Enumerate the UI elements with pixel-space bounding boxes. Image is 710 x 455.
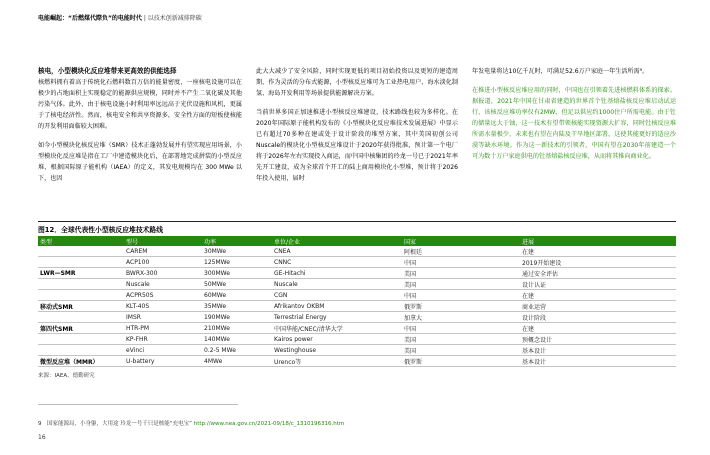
organization-cell: Westinghouse xyxy=(272,345,402,356)
country-cell: 美国 xyxy=(402,345,520,356)
paragraph: 此大大减少了安全风险，同时实现更低的项目初始投资以及更短的建造周期，作为灵活的分布式能源，小型核反应堆可为工业热电用户、海水淡化制氢、海岛开发利用等场景提供能源解决方案。 xyxy=(256,68,458,97)
power-cell: 140MWe xyxy=(202,334,272,345)
text-column-3 xyxy=(472,66,676,170)
country-cell: 美国 xyxy=(402,268,520,279)
column-header: 进展 xyxy=(520,236,676,246)
status-cell: 基本设计 xyxy=(520,356,676,367)
table-row xyxy=(38,257,676,268)
organization-cell: GE-Hitachi xyxy=(272,268,402,279)
power-cell: 60MWe xyxy=(202,290,272,301)
type-cell xyxy=(38,334,124,345)
model-cell: eVinci xyxy=(124,345,202,356)
model-cell: KP-FHR xyxy=(124,334,202,345)
type-cell xyxy=(38,279,124,290)
column-header: 类型 xyxy=(38,236,124,246)
organization-cell: 中国华能/CNEC/清华大学 xyxy=(272,323,402,334)
table-row xyxy=(38,323,676,334)
model-cell: HTR-PM xyxy=(124,323,202,334)
country-cell: 中国 xyxy=(402,257,520,268)
table-row xyxy=(38,246,676,257)
status-cell: 商业运营 xyxy=(520,301,676,312)
power-cell: 125MWe xyxy=(202,257,272,268)
footnote-divider xyxy=(38,404,238,405)
country-cell: 俄罗斯 xyxy=(402,356,520,367)
type-cell: 移动式SMR xyxy=(38,301,124,312)
model-cell: BWRX-300 xyxy=(124,268,202,279)
column-header: 单位/企业 xyxy=(272,236,402,246)
paragraph: 如今小型模块化核反应堆（SMR）技术正蓬勃发展并有望实现应用场景，小型模块化反应堆是指在工厂中建造模块化后，在部署地完成拼装的小型反应堆，根据国际原子能机构（IAEA）的定义，其发电规模均在 300 MWe 以下，也因 xyxy=(38,142,242,182)
status-cell: 2019开始建设 xyxy=(520,257,676,268)
type-cell: 第四代SMR xyxy=(38,323,124,334)
table-row xyxy=(38,279,676,290)
status-cell: 在建 xyxy=(520,323,676,334)
type-cell xyxy=(38,290,124,301)
model-cell: IMSR xyxy=(124,312,202,323)
section-heading: 核电，小型模块化反应堆带来更高效的供能选择 xyxy=(38,67,177,75)
country-cell: 美国 xyxy=(402,334,520,345)
table-header-row xyxy=(38,236,676,246)
power-cell: 190MWe xyxy=(202,312,272,323)
model-cell: ACP100 xyxy=(124,257,202,268)
type-cell xyxy=(38,246,124,257)
type-cell: LWR—SMR xyxy=(38,268,124,279)
power-cell: 0.2-5 MWe xyxy=(202,345,272,356)
footnote xyxy=(38,419,344,427)
status-cell: 设计阶段 xyxy=(520,312,676,323)
status-cell: 通过安全评估 xyxy=(520,268,676,279)
footnote-text: 9 国家能源局，小身躯，大用途 玲龙一号千只是核能“充电宝” xyxy=(38,421,192,427)
model-cell: CAREM xyxy=(124,246,202,257)
power-cell: 30MWe xyxy=(202,246,272,257)
paragraph: 当前世界多国正加速推进小型核反应堆建设，技术路线也较为多样化。在2020年国际原子能机构发布的《小型模块化反应堆技术发展进展》中显示已有超过70多种在建或处于设计阶段的堆型方案，其中美国初创公司Nuscale的模块化小型核反应堆设计于2020年获得批准，预计第一个电厂将于2026年左右实现投入商运，而中国中核集团的玲龙一号已于2021年率先开工建设，成为全球首个开工的陆上商用模块化小型堆，预计将于2026年投入使用，届时 xyxy=(256,109,458,182)
model-cell: KLT-40S xyxy=(124,301,202,312)
column-header: 国家 xyxy=(402,236,520,246)
table-row xyxy=(38,268,676,279)
country-cell: 加拿大 xyxy=(402,312,520,323)
text-column-2 xyxy=(256,66,458,192)
power-cell: 35MWe xyxy=(202,301,272,312)
country-cell: 美国 xyxy=(402,279,520,290)
table-row xyxy=(38,290,676,301)
footnote-url[interactable]: http://www.nea.gov.cn/2021-09/18/c_1310196316.htm xyxy=(193,421,345,427)
column-header: 型号 xyxy=(124,236,202,246)
header-section: | 以技术创新减排降碳 xyxy=(143,15,202,22)
table-row xyxy=(38,345,676,356)
organization-cell: Afrikantov OKBM xyxy=(272,301,402,312)
organization-cell: CNEA xyxy=(272,246,402,257)
status-cell: 预概念设计 xyxy=(520,334,676,345)
organization-cell: Terrestrial Energy xyxy=(272,312,402,323)
country-cell: 阿根廷 xyxy=(402,246,520,257)
power-cell: 4MWe xyxy=(202,356,272,367)
table-row xyxy=(38,356,676,367)
type-cell: 微型反应堆（MMR） xyxy=(38,356,124,367)
figure-title: 图12．全球代表性小型核反应堆技术路线 xyxy=(38,226,164,234)
status-cell: 设计认证 xyxy=(520,279,676,290)
column-header: 功率 xyxy=(202,236,272,246)
type-cell xyxy=(38,257,124,268)
organization-cell: Urenco等 xyxy=(272,356,402,367)
country-cell: 中国 xyxy=(402,290,520,301)
power-cell: 300MWe xyxy=(202,268,272,279)
organization-cell: Kairos power xyxy=(272,334,402,345)
text-column-1 xyxy=(38,66,242,192)
figure-source: 来源：IAEA、德勤研究 xyxy=(38,373,95,379)
table-row xyxy=(38,312,676,323)
paragraph: 核燃料拥有着高于传统化石燃料数百万倍的能量密度，一座核电设施可以在极少的占地面积上实现稳定的能源供应规模，同时并不产生二氧化碳及其他污染气体。此外，由于核电设施小时利用率远远高于光伏设施和风机，更属于了核电经济性。然而，核电安全和共享资源多，安全性方面的短板使核能的开发利用面临较大困难。 xyxy=(38,79,242,130)
header-title: 电能崛起：“后燃煤代際负”的电能时代 xyxy=(38,15,142,22)
paragraph-highlight: 在推进小型核反应堆应用的同时，中国也在引领着先进核燃料体系的探索。据报道，2021年中国在甘肃省建造的世界首个钍基熔盐核反应堆启动试运行，该核反应堆功率仅有2MW，但足以供应约1000住户所需电能。由于钍的储量远大于铀，这一技术有望带领核能实现资源大扩容，同时钍核反应堆所需水量极少，未来也有望在内陆及干旱地区部署，这使其能更好的适应沙漠等缺水环境。作为这一新技术的引领者，中国有望在2030年前建造一个可为数十万户家庭供电的钍基熔盐核反应堆，从而将其推向商业化。 xyxy=(472,87,676,160)
page-header xyxy=(38,13,202,22)
power-cell: 210MWe xyxy=(202,323,272,334)
type-cell xyxy=(38,312,124,323)
model-cell: ACPR50S xyxy=(124,290,202,301)
status-cell: 基本设计 xyxy=(520,345,676,356)
page-number: 16 xyxy=(38,434,46,441)
paragraph: 年发电量将达10亿千瓦时，可满足52.6万户家庭一年生活所需⁹。 xyxy=(472,68,649,75)
organization-cell: CGN xyxy=(272,290,402,301)
status-cell: 在建 xyxy=(520,290,676,301)
figure-divider xyxy=(38,221,676,222)
smr-technology-table xyxy=(38,236,676,367)
organization-cell: Nuscale xyxy=(272,279,402,290)
table-row xyxy=(38,334,676,345)
type-cell xyxy=(38,345,124,356)
country-cell: 中国 xyxy=(402,323,520,334)
country-cell: 俄罗斯 xyxy=(402,301,520,312)
organization-cell: CNNC xyxy=(272,257,402,268)
table-row xyxy=(38,301,676,312)
status-cell: 在建 xyxy=(520,246,676,257)
model-cell: U-battery xyxy=(124,356,202,367)
power-cell: 50MWe xyxy=(202,279,272,290)
model-cell: Nuscale xyxy=(124,279,202,290)
